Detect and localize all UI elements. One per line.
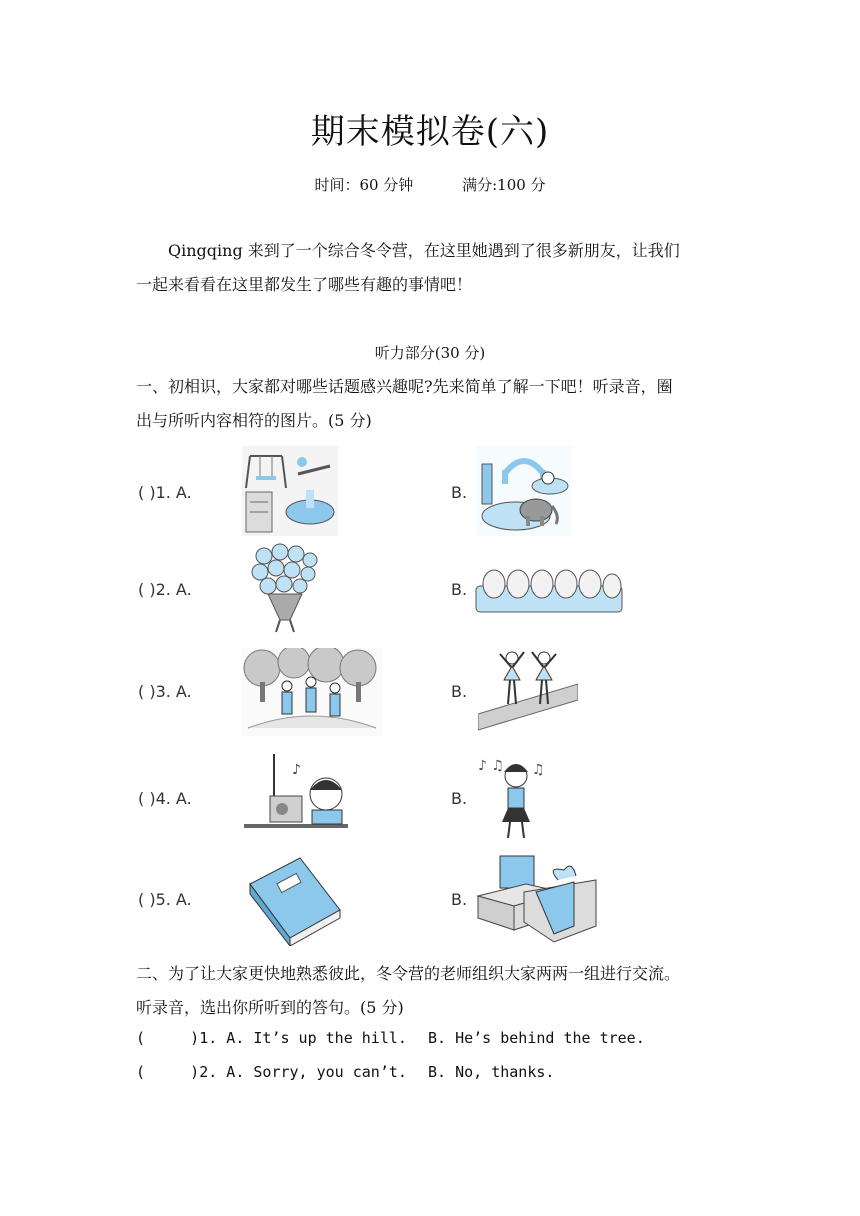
park-kungfu-image [242, 648, 382, 736]
girl-listening-radio-image [242, 752, 350, 840]
part2-item-1-b: B. He’s behind the tree. [428, 1029, 645, 1047]
girl-singing-image [474, 752, 560, 844]
item-3-label: ( )3. A. [138, 682, 192, 701]
item-4-label: ( )4. A. [138, 789, 192, 808]
part2-item-2-b: B. No, thanks. [428, 1063, 555, 1081]
full-score: 满分:100 分 [462, 176, 546, 194]
zoo-image [476, 446, 572, 536]
part2-instruction-2: 听录音，选出你所听到的答句。(5 分) [136, 998, 404, 1017]
playground-image [242, 446, 338, 536]
page-title: 期末模拟卷(六) [310, 112, 550, 152]
time-limit: 时间：60 分钟 [314, 176, 414, 194]
part1-instruction-1: 一、初相识，大家都对哪些话题感兴趣呢?先来简单了解一下吧！听录音，圈 [136, 377, 673, 396]
book-image [244, 854, 344, 946]
gift-boxes-image [476, 852, 600, 944]
egg-carton-image [474, 566, 624, 616]
section-heading: 听力部分(30 分) [374, 344, 486, 362]
item-2-label: ( )2. A. [138, 580, 192, 599]
part2-item-1-a: ( )1. A. It’s up the hill. [136, 1029, 407, 1047]
item-4-b-label: B. [451, 789, 468, 808]
intro-line-2: 一起来看看在这里都发生了哪些有趣的事情吧！ [136, 275, 473, 294]
flower-bouquet-image [250, 542, 320, 634]
item-1-b-label: B. [451, 483, 468, 502]
item-5-label: ( )5. A. [138, 890, 192, 909]
item-1-label: ( )1. A. [138, 483, 192, 502]
svg-text:♫: ♫ [532, 762, 545, 778]
ballet-dancers-image [478, 644, 578, 734]
part2-instruction-1: 二、为了让大家更快地熟悉彼此，冬令营的老师组织大家两两一组进行交流。 [136, 964, 681, 983]
intro-line-1: Qingqing 来到了一个综合冬令营，在这里她遇到了很多新朋友，让我们 [168, 241, 680, 260]
item-2-b-label: B. [451, 580, 468, 599]
svg-text:♪ ♫: ♪ ♫ [478, 758, 504, 774]
svg-text:♪: ♪ [292, 762, 301, 778]
part1-instruction-2: 出与所听内容相符的图片。(5 分) [136, 411, 372, 430]
item-3-b-label: B. [451, 682, 468, 701]
part2-item-2-a: ( )2. A. Sorry, you can’t. [136, 1063, 407, 1081]
item-5-b-label: B. [451, 890, 468, 909]
exam-meta [0, 174, 860, 195]
